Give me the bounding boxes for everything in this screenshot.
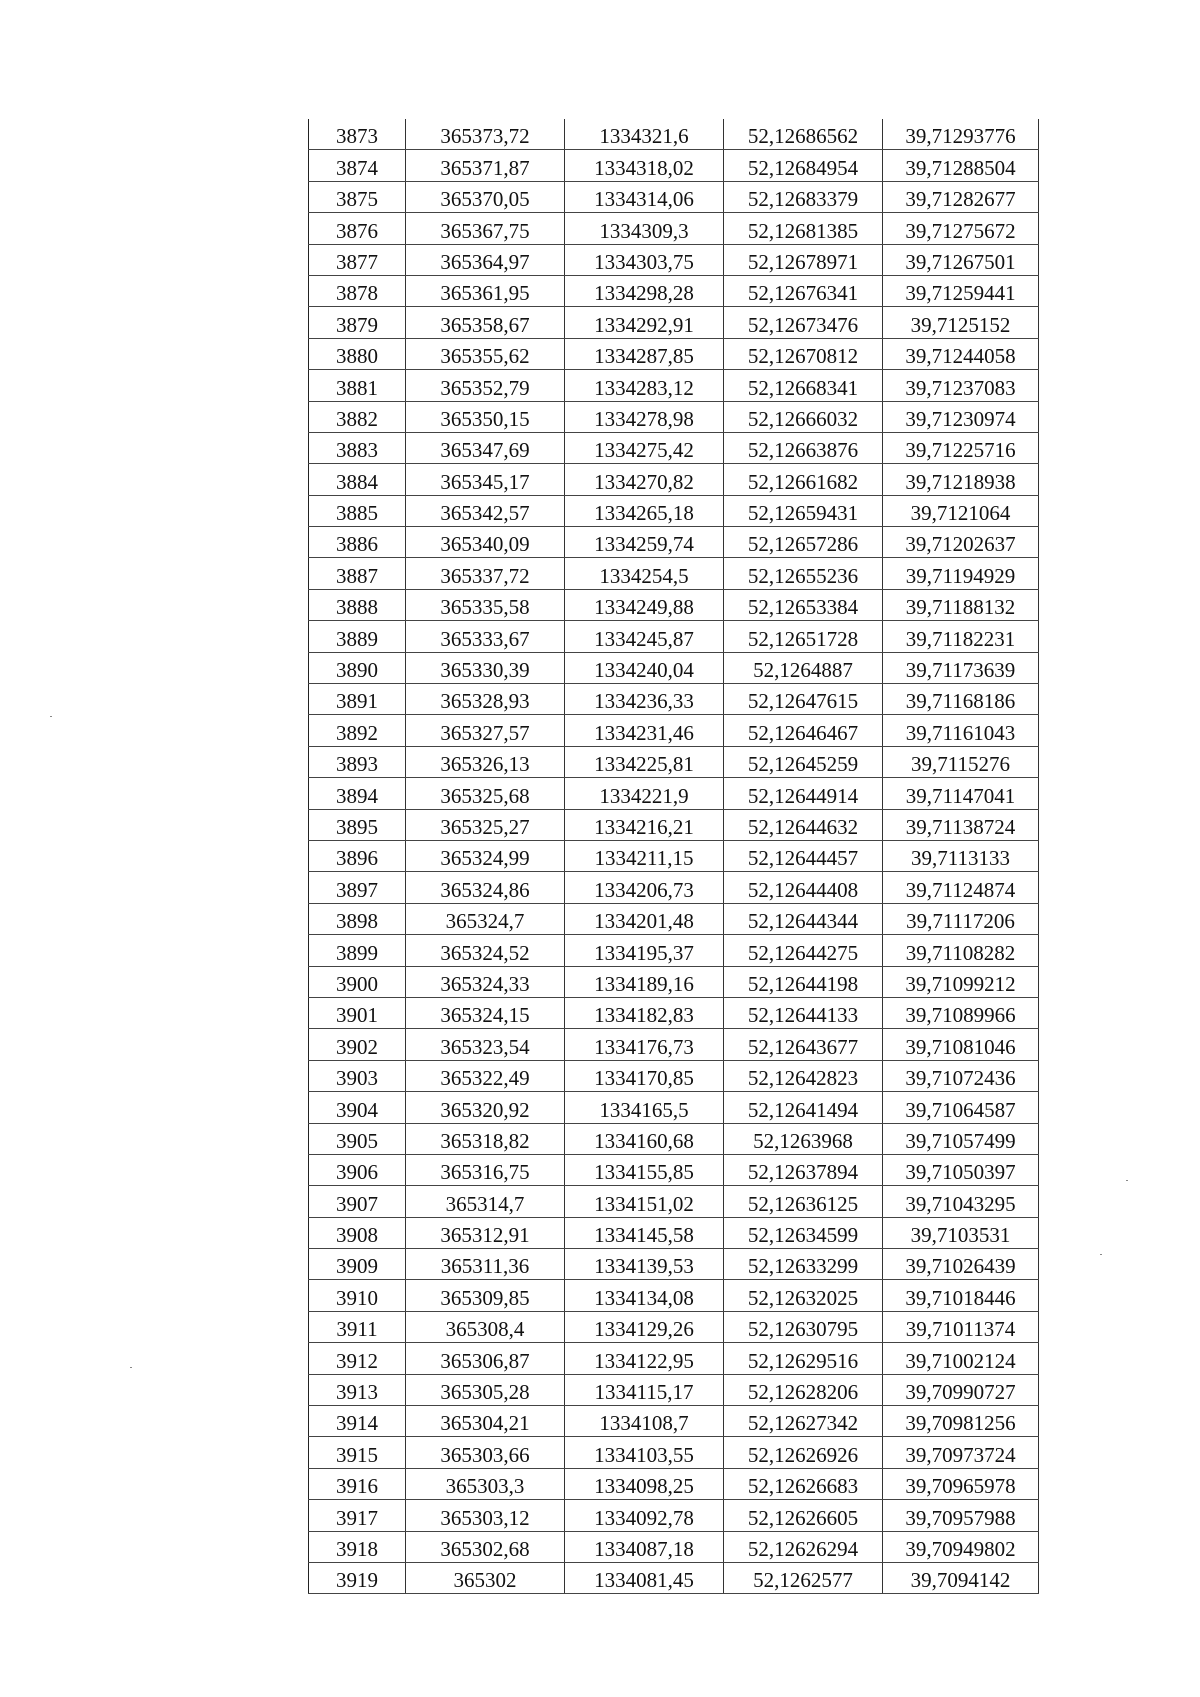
point-number-cell: 3885: [309, 495, 406, 526]
table-row: [309, 1343, 1039, 1374]
point-number-cell: 3879: [309, 307, 406, 338]
x-coordinate-cell: 365309,85: [406, 1280, 565, 1311]
latitude-cell: 52,12651728: [724, 621, 883, 652]
latitude-cell: 52,12628206: [724, 1374, 883, 1405]
x-coordinate-cell: 365303,66: [406, 1437, 565, 1468]
x-coordinate-cell: 365347,69: [406, 432, 565, 463]
table-row: [309, 778, 1039, 809]
latitude-cell: 52,12644344: [724, 903, 883, 934]
latitude-cell: 52,12678971: [724, 244, 883, 275]
latitude-cell: 52,12642823: [724, 1060, 883, 1091]
table-row: [309, 1154, 1039, 1185]
point-number-cell: 3903: [309, 1060, 406, 1091]
x-coordinate-cell: 365358,67: [406, 307, 565, 338]
table-row: [309, 213, 1039, 244]
longitude-cell: 39,71117206: [883, 903, 1039, 934]
point-number-cell: 3887: [309, 558, 406, 589]
latitude-cell: 52,12657286: [724, 527, 883, 558]
table-row: [309, 1060, 1039, 1091]
longitude-cell: 39,71081046: [883, 1029, 1039, 1060]
point-number-cell: 3915: [309, 1437, 406, 1468]
y-coordinate-cell: 1334225,81: [565, 746, 724, 777]
x-coordinate-cell: 365304,21: [406, 1406, 565, 1437]
y-coordinate-cell: 1334182,83: [565, 997, 724, 1028]
longitude-cell: 39,71244058: [883, 338, 1039, 369]
point-number-cell: 3917: [309, 1500, 406, 1531]
longitude-cell: 39,70981256: [883, 1406, 1039, 1437]
longitude-cell: 39,71147041: [883, 778, 1039, 809]
table-row: [309, 872, 1039, 903]
y-coordinate-cell: 1334240,04: [565, 652, 724, 683]
y-coordinate-cell: 1334201,48: [565, 903, 724, 934]
point-number-cell: 3896: [309, 840, 406, 871]
x-coordinate-cell: 365324,52: [406, 935, 565, 966]
y-coordinate-cell: 1334303,75: [565, 244, 724, 275]
y-coordinate-cell: 1334206,73: [565, 872, 724, 903]
latitude-cell: 52,12627342: [724, 1406, 883, 1437]
table-row: [309, 840, 1039, 871]
longitude-cell: 39,71188132: [883, 589, 1039, 620]
x-coordinate-cell: 365305,28: [406, 1374, 565, 1405]
y-coordinate-cell: 1334098,25: [565, 1468, 724, 1499]
table-row: [309, 997, 1039, 1028]
x-coordinate-cell: 365342,57: [406, 495, 565, 526]
point-number-cell: 3881: [309, 370, 406, 401]
latitude-cell: 52,12636125: [724, 1186, 883, 1217]
longitude-cell: 39,7125152: [883, 307, 1039, 338]
point-number-cell: 3890: [309, 652, 406, 683]
y-coordinate-cell: 1334249,88: [565, 589, 724, 620]
x-coordinate-cell: 365333,67: [406, 621, 565, 652]
table-row: [309, 1437, 1039, 1468]
table-row: [309, 1406, 1039, 1437]
longitude-cell: 39,71194929: [883, 558, 1039, 589]
longitude-cell: 39,71002124: [883, 1343, 1039, 1374]
x-coordinate-cell: 365323,54: [406, 1029, 565, 1060]
y-coordinate-cell: 1334254,5: [565, 558, 724, 589]
y-coordinate-cell: 1334176,73: [565, 1029, 724, 1060]
table-row: [309, 589, 1039, 620]
table-row: [309, 684, 1039, 715]
longitude-cell: 39,70949802: [883, 1531, 1039, 1562]
longitude-cell: 39,71018446: [883, 1280, 1039, 1311]
latitude-cell: 52,12676341: [724, 275, 883, 306]
y-coordinate-cell: 1334151,02: [565, 1186, 724, 1217]
table-row: [309, 401, 1039, 432]
table-row: [309, 1468, 1039, 1499]
table-row: [309, 150, 1039, 181]
longitude-cell: 39,71124874: [883, 872, 1039, 903]
latitude-cell: 52,12626926: [724, 1437, 883, 1468]
latitude-cell: 52,12666032: [724, 401, 883, 432]
table-row: [309, 558, 1039, 589]
x-coordinate-cell: 365324,15: [406, 997, 565, 1028]
point-number-cell: 3912: [309, 1343, 406, 1374]
table-row: [309, 119, 1039, 150]
longitude-cell: 39,71225716: [883, 432, 1039, 463]
x-coordinate-cell: 365367,75: [406, 213, 565, 244]
table-row: [309, 1311, 1039, 1342]
latitude-cell: 52,12629516: [724, 1343, 883, 1374]
y-coordinate-cell: 1334309,3: [565, 213, 724, 244]
latitude-cell: 52,12632025: [724, 1280, 883, 1311]
y-coordinate-cell: 1334165,5: [565, 1092, 724, 1123]
table-row: [309, 746, 1039, 777]
x-coordinate-cell: 365320,92: [406, 1092, 565, 1123]
x-coordinate-cell: 365371,87: [406, 150, 565, 181]
y-coordinate-cell: 1334160,68: [565, 1123, 724, 1154]
table-row: [309, 935, 1039, 966]
latitude-cell: 52,12644198: [724, 966, 883, 997]
latitude-cell: 52,12644133: [724, 997, 883, 1028]
x-coordinate-cell: 365324,99: [406, 840, 565, 871]
y-coordinate-cell: 1334245,87: [565, 621, 724, 652]
x-coordinate-cell: 365302,68: [406, 1531, 565, 1562]
latitude-cell: 52,12684954: [724, 150, 883, 181]
longitude-cell: 39,70990727: [883, 1374, 1039, 1405]
latitude-cell: 52,1262577: [724, 1562, 883, 1593]
table-row: [309, 370, 1039, 401]
longitude-cell: 39,70957988: [883, 1500, 1039, 1531]
x-coordinate-cell: 365326,13: [406, 746, 565, 777]
y-coordinate-cell: 1334275,42: [565, 432, 724, 463]
point-number-cell: 3899: [309, 935, 406, 966]
table-row: [309, 1500, 1039, 1531]
y-coordinate-cell: 1334287,85: [565, 338, 724, 369]
longitude-cell: 39,70965978: [883, 1468, 1039, 1499]
x-coordinate-cell: 365312,91: [406, 1217, 565, 1248]
latitude-cell: 52,12644632: [724, 809, 883, 840]
longitude-cell: 39,71161043: [883, 715, 1039, 746]
longitude-cell: 39,71057499: [883, 1123, 1039, 1154]
x-coordinate-cell: 365361,95: [406, 275, 565, 306]
longitude-cell: 39,71072436: [883, 1060, 1039, 1091]
point-number-cell: 3904: [309, 1092, 406, 1123]
latitude-cell: 52,12626683: [724, 1468, 883, 1499]
x-coordinate-cell: 365345,17: [406, 464, 565, 495]
longitude-cell: 39,71230974: [883, 401, 1039, 432]
latitude-cell: 52,12681385: [724, 213, 883, 244]
point-number-cell: 3906: [309, 1154, 406, 1185]
x-coordinate-cell: 365327,57: [406, 715, 565, 746]
point-number-cell: 3873: [309, 119, 406, 150]
y-coordinate-cell: 1334236,33: [565, 684, 724, 715]
longitude-cell: 39,71282677: [883, 181, 1039, 212]
x-coordinate-cell: 365303,12: [406, 1500, 565, 1531]
x-coordinate-cell: 365306,87: [406, 1343, 565, 1374]
y-coordinate-cell: 1334216,21: [565, 809, 724, 840]
scan-speck: [1100, 1254, 1102, 1255]
y-coordinate-cell: 1334115,17: [565, 1374, 724, 1405]
table-row: [309, 652, 1039, 683]
x-coordinate-cell: 365325,27: [406, 809, 565, 840]
point-number-cell: 3919: [309, 1562, 406, 1593]
x-coordinate-cell: 365318,82: [406, 1123, 565, 1154]
table-row: [309, 495, 1039, 526]
longitude-cell: 39,71089966: [883, 997, 1039, 1028]
latitude-cell: 52,12637894: [724, 1154, 883, 1185]
point-number-cell: 3910: [309, 1280, 406, 1311]
y-coordinate-cell: 1334270,82: [565, 464, 724, 495]
x-coordinate-cell: 365316,75: [406, 1154, 565, 1185]
latitude-cell: 52,12644408: [724, 872, 883, 903]
latitude-cell: 52,1263968: [724, 1123, 883, 1154]
table-row: [309, 1186, 1039, 1217]
point-number-cell: 3889: [309, 621, 406, 652]
latitude-cell: 52,12647615: [724, 684, 883, 715]
scan-speck: [50, 716, 52, 717]
longitude-cell: 39,7115276: [883, 746, 1039, 777]
point-number-cell: 3909: [309, 1249, 406, 1280]
scan-speck: [130, 1367, 132, 1368]
point-number-cell: 3886: [309, 527, 406, 558]
longitude-cell: 39,71202637: [883, 527, 1039, 558]
x-coordinate-cell: 365337,72: [406, 558, 565, 589]
x-coordinate-cell: 365352,79: [406, 370, 565, 401]
y-coordinate-cell: 1334189,16: [565, 966, 724, 997]
point-number-cell: 3916: [309, 1468, 406, 1499]
point-number-cell: 3905: [309, 1123, 406, 1154]
latitude-cell: 52,12644275: [724, 935, 883, 966]
y-coordinate-cell: 1334155,85: [565, 1154, 724, 1185]
y-coordinate-cell: 1334259,74: [565, 527, 724, 558]
latitude-cell: 52,12644457: [724, 840, 883, 871]
latitude-cell: 52,12641494: [724, 1092, 883, 1123]
table-row: [309, 464, 1039, 495]
table-row: [309, 1374, 1039, 1405]
latitude-cell: 52,12644914: [724, 778, 883, 809]
latitude-cell: 52,12646467: [724, 715, 883, 746]
x-coordinate-cell: 365340,09: [406, 527, 565, 558]
point-number-cell: 3893: [309, 746, 406, 777]
x-coordinate-cell: 365373,72: [406, 119, 565, 150]
longitude-cell: 39,7113133: [883, 840, 1039, 871]
y-coordinate-cell: 1334081,45: [565, 1562, 724, 1593]
point-number-cell: 3901: [309, 997, 406, 1028]
point-number-cell: 3888: [309, 589, 406, 620]
longitude-cell: 39,71043295: [883, 1186, 1039, 1217]
longitude-cell: 39,71218938: [883, 464, 1039, 495]
latitude-cell: 52,12668341: [724, 370, 883, 401]
point-number-cell: 3884: [309, 464, 406, 495]
point-number-cell: 3876: [309, 213, 406, 244]
table-row: [309, 966, 1039, 997]
latitude-cell: 52,12643677: [724, 1029, 883, 1060]
longitude-cell: 39,71108282: [883, 935, 1039, 966]
y-coordinate-cell: 1334129,26: [565, 1311, 724, 1342]
y-coordinate-cell: 1334134,08: [565, 1280, 724, 1311]
latitude-cell: 52,12670812: [724, 338, 883, 369]
table-row: [309, 1249, 1039, 1280]
point-number-cell: 3895: [309, 809, 406, 840]
latitude-cell: 52,12683379: [724, 181, 883, 212]
point-number-cell: 3892: [309, 715, 406, 746]
longitude-cell: 39,71182231: [883, 621, 1039, 652]
y-coordinate-cell: 1334292,91: [565, 307, 724, 338]
y-coordinate-cell: 1334298,28: [565, 275, 724, 306]
y-coordinate-cell: 1334108,7: [565, 1406, 724, 1437]
latitude-cell: 52,12659431: [724, 495, 883, 526]
x-coordinate-cell: 365322,49: [406, 1060, 565, 1091]
table-row: [309, 527, 1039, 558]
longitude-cell: 39,71275672: [883, 213, 1039, 244]
latitude-cell: 52,12645259: [724, 746, 883, 777]
longitude-cell: 39,71173639: [883, 652, 1039, 683]
coordinates-table: [308, 119, 1039, 1594]
longitude-cell: 39,71293776: [883, 119, 1039, 150]
x-coordinate-cell: 365325,68: [406, 778, 565, 809]
y-coordinate-cell: 1334092,78: [565, 1500, 724, 1531]
x-coordinate-cell: 365355,62: [406, 338, 565, 369]
y-coordinate-cell: 1334265,18: [565, 495, 724, 526]
point-number-cell: 3880: [309, 338, 406, 369]
latitude-cell: 52,12633299: [724, 1249, 883, 1280]
y-coordinate-cell: 1334321,6: [565, 119, 724, 150]
y-coordinate-cell: 1334170,85: [565, 1060, 724, 1091]
y-coordinate-cell: 1334283,12: [565, 370, 724, 401]
longitude-cell: 39,71237083: [883, 370, 1039, 401]
y-coordinate-cell: 1334122,95: [565, 1343, 724, 1374]
table-row: [309, 1280, 1039, 1311]
table-row: [309, 432, 1039, 463]
x-coordinate-cell: 365311,36: [406, 1249, 565, 1280]
point-number-cell: 3907: [309, 1186, 406, 1217]
longitude-cell: 39,71099212: [883, 966, 1039, 997]
longitude-cell: 39,71138724: [883, 809, 1039, 840]
x-coordinate-cell: 365364,97: [406, 244, 565, 275]
x-coordinate-cell: 365350,15: [406, 401, 565, 432]
point-number-cell: 3882: [309, 401, 406, 432]
x-coordinate-cell: 365324,33: [406, 966, 565, 997]
point-number-cell: 3900: [309, 966, 406, 997]
x-coordinate-cell: 365330,39: [406, 652, 565, 683]
table-row: [309, 715, 1039, 746]
point-number-cell: 3877: [309, 244, 406, 275]
latitude-cell: 52,12673476: [724, 307, 883, 338]
table-row: [309, 809, 1039, 840]
longitude-cell: 39,71267501: [883, 244, 1039, 275]
latitude-cell: 52,12686562: [724, 119, 883, 150]
table-row: [309, 244, 1039, 275]
latitude-cell: 52,12634599: [724, 1217, 883, 1248]
longitude-cell: 39,7094142: [883, 1562, 1039, 1593]
point-number-cell: 3897: [309, 872, 406, 903]
table-row: [309, 1562, 1039, 1593]
latitude-cell: 52,12630795: [724, 1311, 883, 1342]
y-coordinate-cell: 1334145,58: [565, 1217, 724, 1248]
y-coordinate-cell: 1334278,98: [565, 401, 724, 432]
y-coordinate-cell: 1334195,37: [565, 935, 724, 966]
point-number-cell: 3898: [309, 903, 406, 934]
x-coordinate-cell: 365370,05: [406, 181, 565, 212]
table-row: [309, 1217, 1039, 1248]
point-number-cell: 3911: [309, 1311, 406, 1342]
latitude-cell: 52,12626605: [724, 1500, 883, 1531]
table-row: [309, 338, 1039, 369]
point-number-cell: 3891: [309, 684, 406, 715]
x-coordinate-cell: 365303,3: [406, 1468, 565, 1499]
table-row: [309, 1123, 1039, 1154]
y-coordinate-cell: 1334314,06: [565, 181, 724, 212]
point-number-cell: 3914: [309, 1406, 406, 1437]
x-coordinate-cell: 365335,58: [406, 589, 565, 620]
point-number-cell: 3918: [309, 1531, 406, 1562]
longitude-cell: 39,71259441: [883, 275, 1039, 306]
x-coordinate-cell: 365314,7: [406, 1186, 565, 1217]
longitude-cell: 39,71011374: [883, 1311, 1039, 1342]
table-row: [309, 903, 1039, 934]
x-coordinate-cell: 365328,93: [406, 684, 565, 715]
latitude-cell: 52,12661682: [724, 464, 883, 495]
y-coordinate-cell: 1334211,15: [565, 840, 724, 871]
table-row: [309, 275, 1039, 306]
table-row: [309, 1092, 1039, 1123]
point-number-cell: 3908: [309, 1217, 406, 1248]
longitude-cell: 39,71050397: [883, 1154, 1039, 1185]
latitude-cell: 52,12663876: [724, 432, 883, 463]
table-row: [309, 1531, 1039, 1562]
x-coordinate-cell: 365308,4: [406, 1311, 565, 1342]
longitude-cell: 39,7103531: [883, 1217, 1039, 1248]
x-coordinate-cell: 365324,7: [406, 903, 565, 934]
latitude-cell: 52,12655236: [724, 558, 883, 589]
y-coordinate-cell: 1334087,18: [565, 1531, 724, 1562]
longitude-cell: 39,71026439: [883, 1249, 1039, 1280]
y-coordinate-cell: 1334318,02: [565, 150, 724, 181]
point-number-cell: 3883: [309, 432, 406, 463]
longitude-cell: 39,70973724: [883, 1437, 1039, 1468]
y-coordinate-cell: 1334231,46: [565, 715, 724, 746]
point-number-cell: 3894: [309, 778, 406, 809]
point-number-cell: 3902: [309, 1029, 406, 1060]
y-coordinate-cell: 1334103,55: [565, 1437, 724, 1468]
scan-speck: [1126, 1180, 1128, 1181]
point-number-cell: 3878: [309, 275, 406, 306]
latitude-cell: 52,12653384: [724, 589, 883, 620]
y-coordinate-cell: 1334139,53: [565, 1249, 724, 1280]
longitude-cell: 39,7121064: [883, 495, 1039, 526]
longitude-cell: 39,71064587: [883, 1092, 1039, 1123]
latitude-cell: 52,12626294: [724, 1531, 883, 1562]
point-number-cell: 3874: [309, 150, 406, 181]
y-coordinate-cell: 1334221,9: [565, 778, 724, 809]
table-row: [309, 1029, 1039, 1060]
latitude-cell: 52,1264887: [724, 652, 883, 683]
x-coordinate-cell: 365302: [406, 1562, 565, 1593]
x-coordinate-cell: 365324,86: [406, 872, 565, 903]
longitude-cell: 39,71288504: [883, 150, 1039, 181]
coordinates-table-body: [309, 119, 1039, 1594]
longitude-cell: 39,71168186: [883, 684, 1039, 715]
table-row: [309, 181, 1039, 212]
point-number-cell: 3875: [309, 181, 406, 212]
table-row: [309, 307, 1039, 338]
point-number-cell: 3913: [309, 1374, 406, 1405]
table-row: [309, 621, 1039, 652]
